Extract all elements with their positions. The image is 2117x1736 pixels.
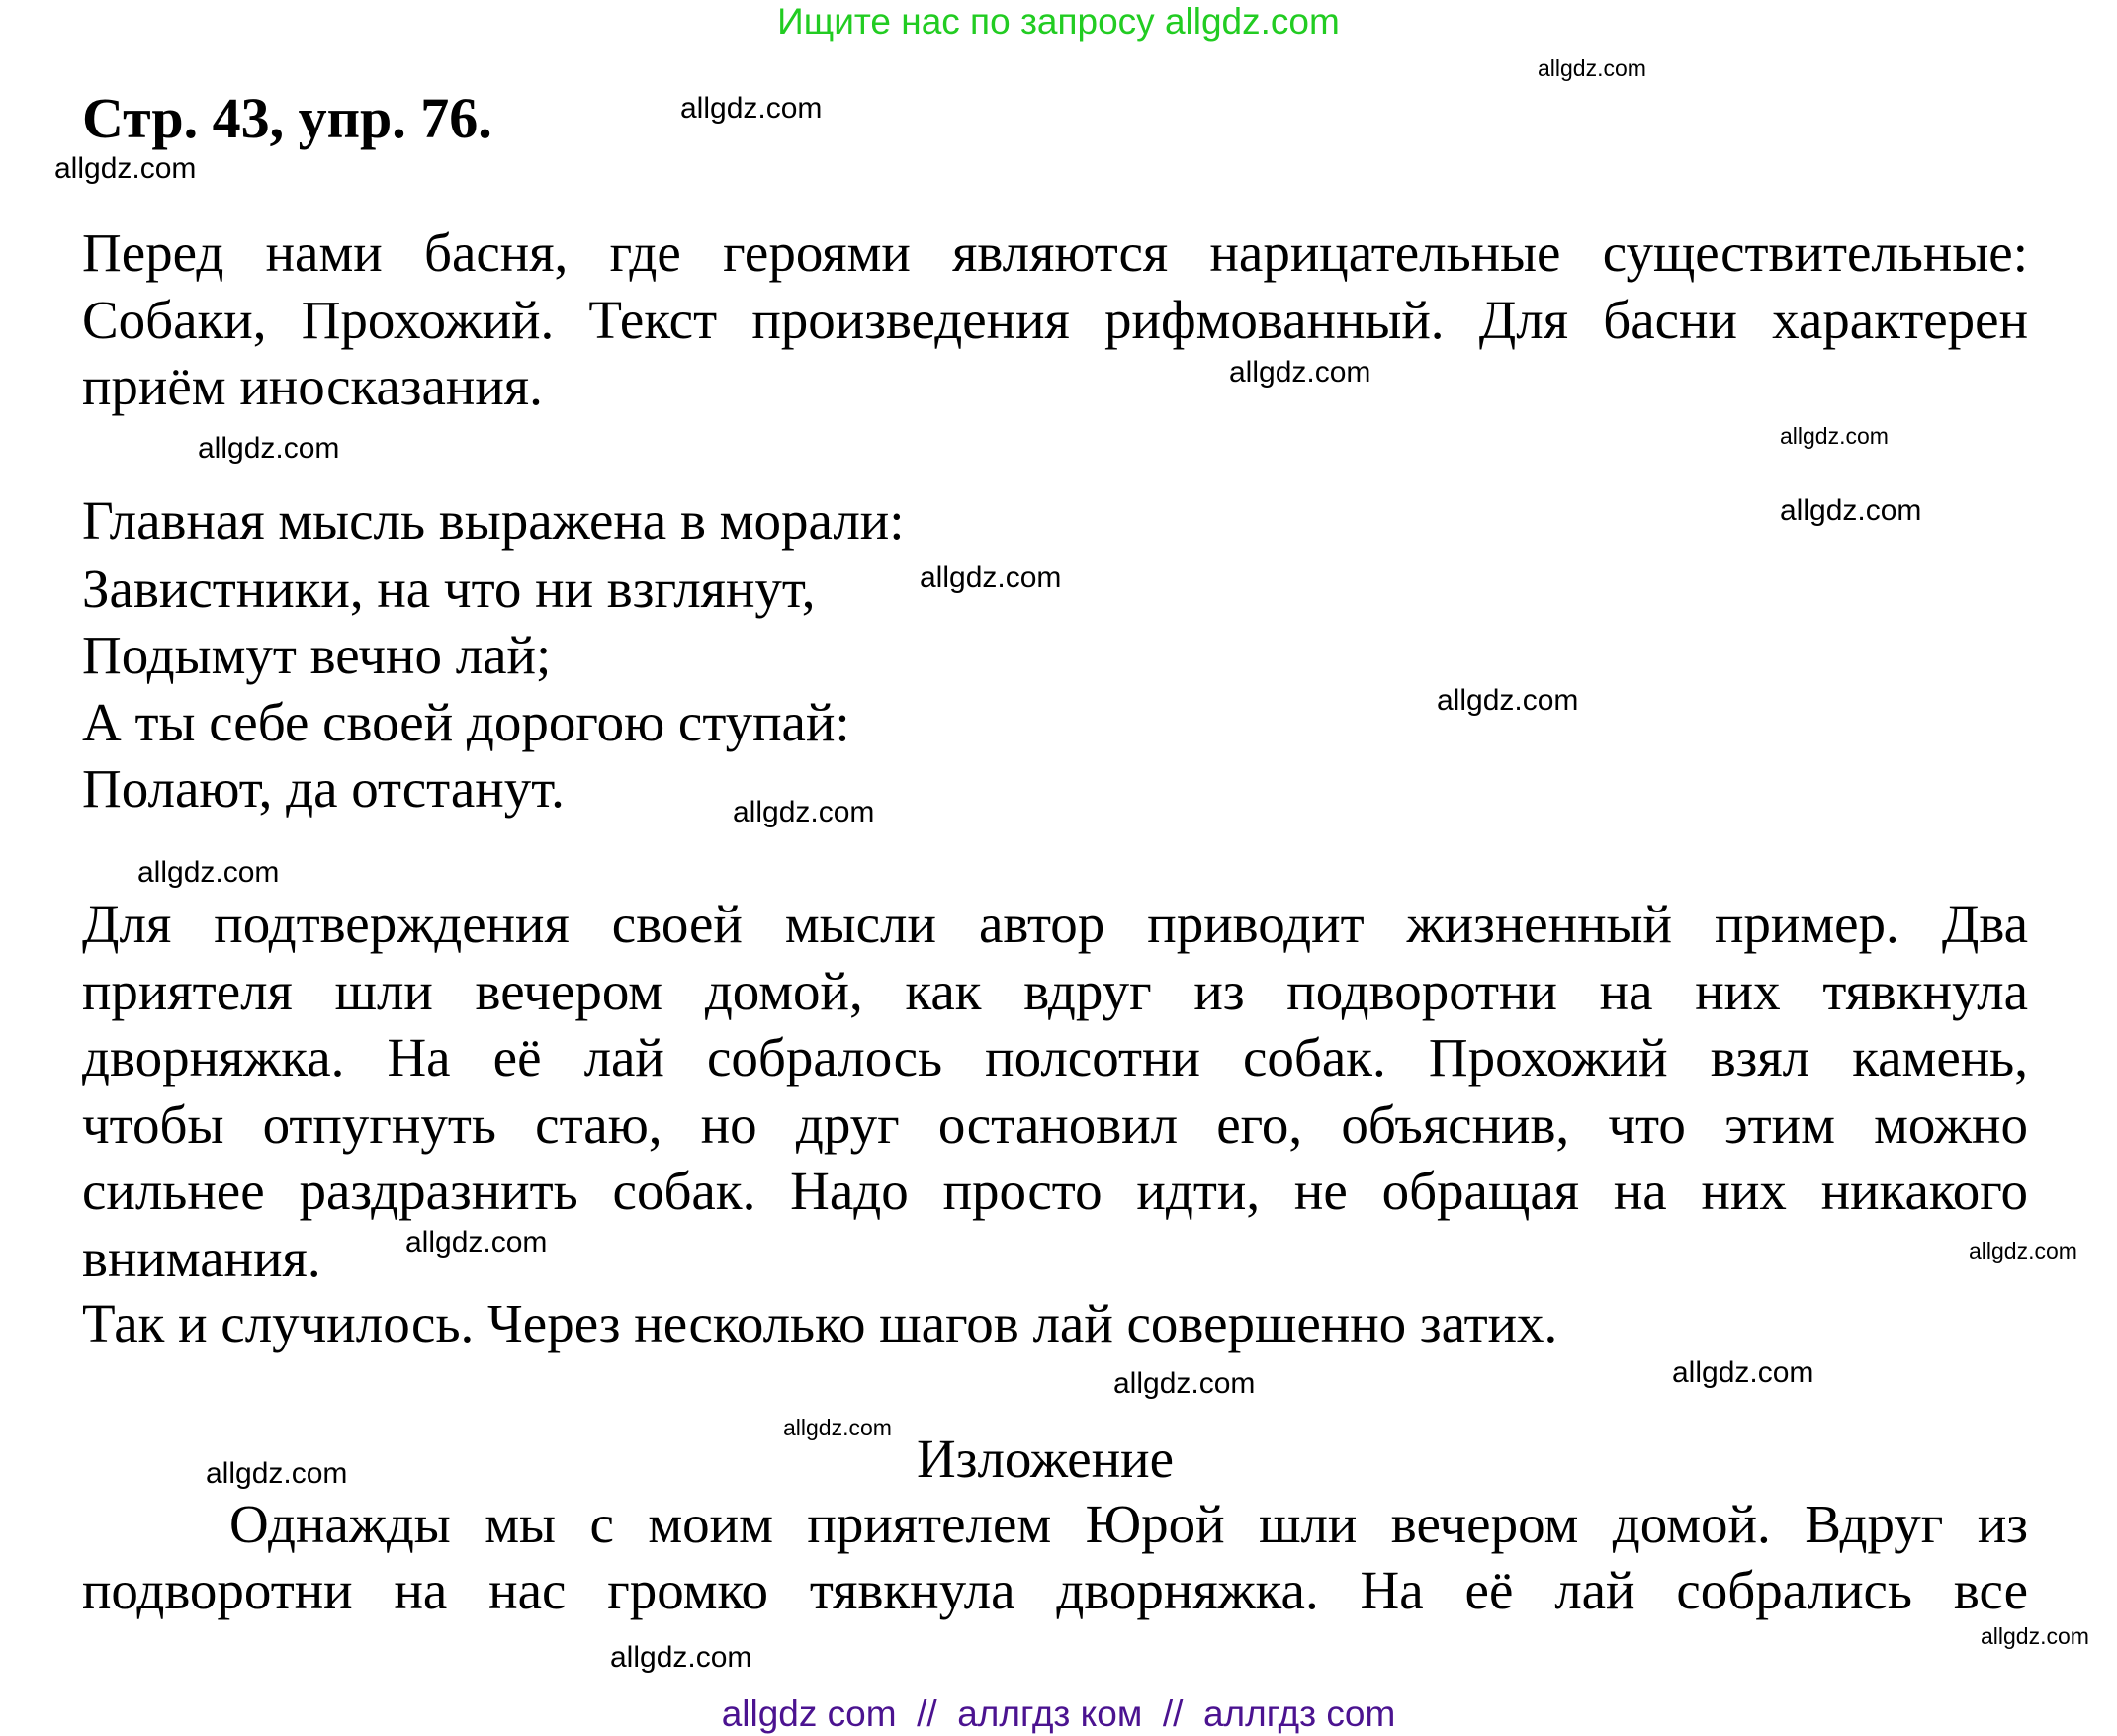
watermark: allgdz.com — [680, 92, 823, 125]
watermark: allgdz.com — [733, 796, 875, 828]
watermark: allgdz.com — [783, 1415, 892, 1440]
watermark: allgdz.com — [206, 1457, 348, 1490]
watermark: allgdz.com — [198, 432, 340, 465]
watermark: allgdz.com — [1229, 356, 1371, 389]
watermark: allgdz.com — [1969, 1238, 2077, 1263]
watermark: allgdz.com — [1437, 684, 1579, 717]
page-title: Стр. 43, упр. 76. — [82, 86, 492, 150]
watermark: allgdz.com — [1113, 1367, 1256, 1400]
text-line: Собаки, Прохожий. Текст произведения рифмованный. Для басни характерен — [82, 290, 2028, 350]
watermark: allgdz.com — [1538, 55, 1646, 81]
text-line: приятеля шли вечером домой, как вдруг из подворотни на них тявкнула — [82, 961, 2028, 1021]
section-heading: Изложение — [917, 1429, 1174, 1489]
text-line: Для подтверждения своей мысли автор приводит жизненный пример. Два — [82, 894, 2028, 954]
watermark: allgdz.com — [1672, 1356, 1814, 1389]
text-line: Полают, да отстанут. — [82, 758, 565, 819]
text-line: сильнее раздразнить собак. Надо просто идти, не обращая на них никакого — [82, 1161, 2028, 1221]
text-line: Однажды мы с моим приятелем Юрой шли вечером домой. Вдруг из — [229, 1494, 2028, 1554]
watermark: allgdz.com — [1780, 423, 1889, 449]
header-banner: Ищите нас по запросу allgdz.com — [777, 1, 1340, 42]
text-line: дворняжка. На её лай собралось полсотни собак. Прохожий взял камень, — [82, 1027, 2028, 1087]
text-line: Подымут вечно лай; — [82, 625, 552, 685]
footer-banner: allgdz com // аллгдз ком // аллгдз com — [721, 1693, 1396, 1734]
watermark: allgdz.com — [920, 562, 1062, 594]
watermark: allgdz.com — [610, 1641, 752, 1674]
text-line: Так и случилось. Через несколько шагов лай совершенно затих. — [82, 1293, 1558, 1353]
watermark: allgdz.com — [405, 1226, 548, 1259]
text-line: Главная мысль выражена в морали: — [82, 490, 905, 551]
text-line: Перед нами басня, где героями являются нарицательные существительные: — [82, 222, 2028, 283]
watermark: allgdz.com — [54, 152, 197, 185]
watermark: allgdz.com — [137, 856, 280, 889]
text-line: подворотни на нас громко тявкнула дворняжка. На её лай собрались все — [82, 1560, 2028, 1620]
text-line: чтобы отпугнуть стаю, но друг остановил его, объяснив, что этим можно — [82, 1094, 2028, 1155]
text-line: Завистники, на что ни взглянут, — [82, 559, 816, 619]
watermark: allgdz.com — [1981, 1623, 2089, 1649]
text-line: внимания. — [82, 1228, 321, 1288]
text-line: приём иносказания. — [82, 356, 543, 416]
text-line: А ты себе своей дорогою ступай: — [82, 692, 850, 752]
watermark: allgdz.com — [1780, 494, 1922, 527]
